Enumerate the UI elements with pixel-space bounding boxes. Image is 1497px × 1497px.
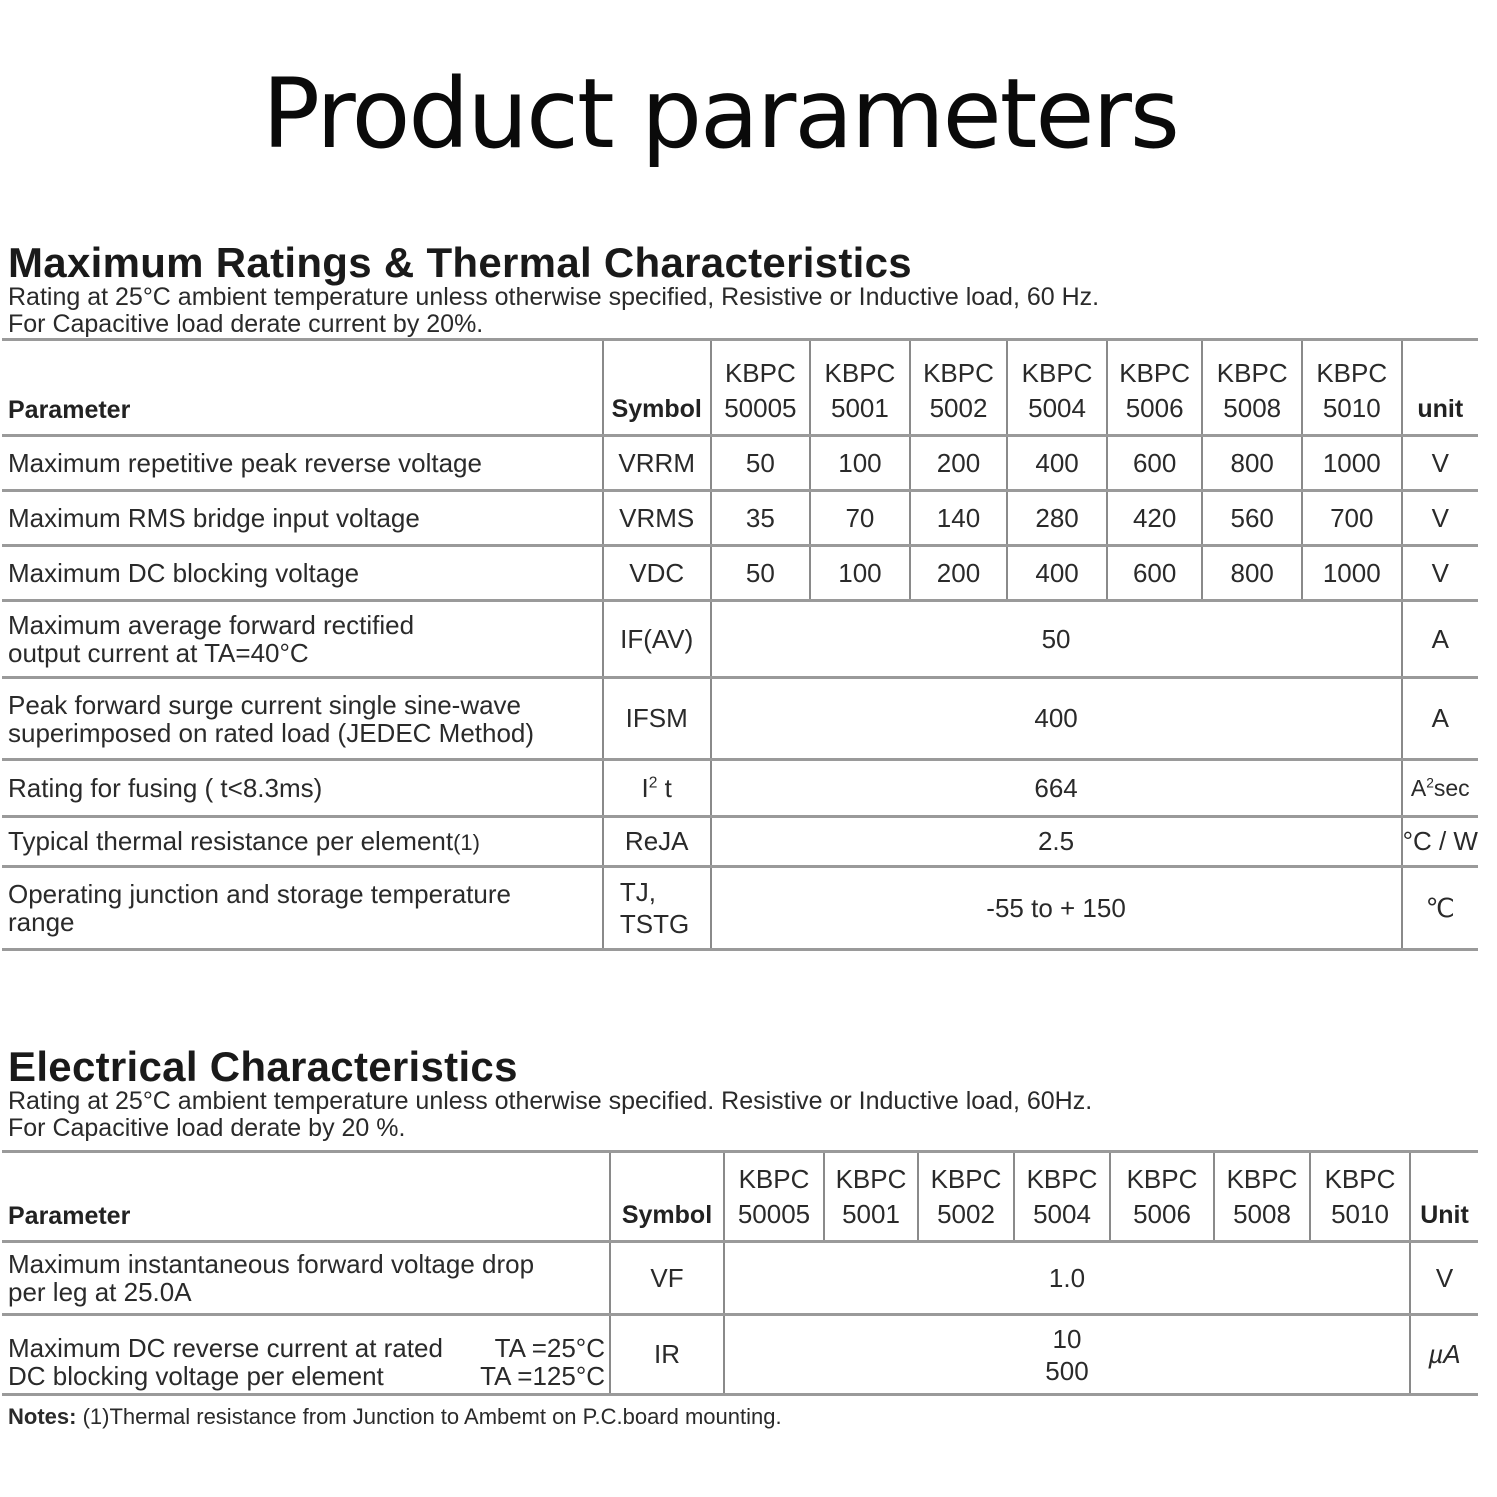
table-row: [2, 491, 1478, 546]
col-header-model: KBPC 5006: [1110, 1152, 1214, 1242]
value-cell: 1000: [1302, 436, 1402, 491]
value-cell: 280: [1007, 491, 1107, 546]
value-cell: 600: [1107, 546, 1203, 601]
col-header-parameter: Parameter: [2, 340, 603, 436]
value-cell: 1.0: [724, 1242, 1410, 1315]
value-cell: 700: [1302, 491, 1402, 546]
col-header-symbol: Symbol: [603, 340, 711, 436]
value-cell: 560: [1202, 491, 1302, 546]
symbol-cell: IFSM: [603, 678, 711, 760]
param-cell: Maximum RMS bridge input voltage: [2, 491, 603, 546]
symbol-cell: VRRM: [603, 436, 711, 491]
unit-cell: $A^2\sec$: [1402, 760, 1478, 817]
unit-cell: ℃: [1402, 867, 1478, 950]
table-row: [2, 546, 1478, 601]
param-cell: Rating for fusing ( t<8.3ms): [2, 760, 603, 817]
value-cell: 10 500: [724, 1315, 1410, 1395]
notes: [8, 1404, 782, 1430]
col-header-model: KBPC 5001: [810, 340, 910, 436]
value-cell: -55 to + 150: [711, 867, 1402, 950]
table-row: [2, 1242, 1478, 1315]
page-title: Product parameters: [262, 58, 1178, 170]
max-ratings-section: [0, 239, 1480, 338]
value-cell: 35: [711, 491, 811, 546]
notes-label: Notes:: [8, 1404, 77, 1429]
value-cell: 800: [1202, 546, 1302, 601]
notes-text: (1)Thermal resistance from Junction to Ambemt on P.C.board mounting.: [76, 1404, 782, 1429]
symbol-cell: ReJA: [603, 817, 711, 867]
col-header-model: KBPC 5002: [918, 1152, 1014, 1242]
table-row: [2, 760, 1478, 817]
unit-cell: A: [1402, 601, 1478, 678]
value-cell: 420: [1107, 491, 1203, 546]
value-cell: 100: [810, 436, 910, 491]
col-header-model: KBPC 5008: [1214, 1152, 1310, 1242]
max-ratings-subtitle-2: For Capacitive load derate current by 20%.: [8, 310, 484, 338]
header-row: [2, 1152, 1478, 1242]
param-cell: Maximum instantaneous forward voltage drop per leg at 25.0A: [2, 1242, 610, 1315]
col-header-model: KBPC 50005: [711, 340, 811, 436]
symbol-cell: IR: [610, 1315, 724, 1395]
unit-cell: V: [1402, 436, 1478, 491]
max-ratings-title: Maximum Ratings & Thermal Characteristics: [8, 239, 912, 286]
value-cell: 664: [711, 760, 1402, 817]
param-cell: Typical thermal resistance per element(1): [2, 817, 603, 867]
symbol-cell: VF: [610, 1242, 724, 1315]
value-cell: 1000: [1302, 546, 1402, 601]
param-cell: Maximum repetitive peak reverse voltage: [2, 436, 603, 491]
value-cell: 400: [1007, 546, 1107, 601]
col-header-model: KBPC 5004: [1014, 1152, 1110, 1242]
value-cell: 50: [711, 436, 811, 491]
table-row: [2, 1315, 1478, 1395]
param-cell: Maximum DC blocking voltage: [2, 546, 603, 601]
value-cell: 200: [910, 436, 1008, 491]
col-header-symbol: Symbol: [610, 1152, 724, 1242]
unit-cell: µA: [1410, 1315, 1478, 1395]
col-header-unit: unit: [1402, 340, 1478, 436]
symbol-cell: $I^2$ t: [603, 760, 711, 817]
header-row: [2, 340, 1478, 436]
value-cell: 70: [810, 491, 910, 546]
value-cell: 50: [711, 546, 811, 601]
electrical-subtitle-2: For Capacitive load derate by 20 %.: [8, 1114, 406, 1142]
table-row: [2, 817, 1478, 867]
max-ratings-subtitle-1: Rating at 25°C ambient temperature unless otherwise specified, Resistive or Inductive load, 60 Hz.: [8, 283, 1100, 311]
col-header-parameter: Parameter: [2, 1152, 610, 1242]
col-header-model: KBPC 5006: [1107, 340, 1203, 436]
table-row: [2, 678, 1478, 760]
unit-cell: V: [1402, 491, 1478, 546]
table-row: [2, 867, 1478, 950]
param-cell: Operating junction and storage temperature range: [2, 867, 603, 950]
symbol-cell: VDC: [603, 546, 711, 601]
electrical-section: [0, 1043, 1480, 1142]
col-header-model: KBPC 5010: [1310, 1152, 1410, 1242]
unit-cell: V: [1402, 546, 1478, 601]
value-cell: 200: [910, 546, 1008, 601]
col-header-model: KBPC 5010: [1302, 340, 1402, 436]
col-header-model: KBPC 5001: [824, 1152, 918, 1242]
table-row: [2, 601, 1478, 678]
electrical-subtitle-1: Rating at 25°C ambient temperature unless otherwise specified. Resistive or Inductive load, 60Hz.: [8, 1087, 1093, 1115]
value-cell: 800: [1202, 436, 1302, 491]
value-cell: 400: [1007, 436, 1107, 491]
param-cell: Maximum DC reverse current at rated TA =25°C DC blocking voltage per element TA =125°C: [2, 1315, 610, 1395]
symbol-cell: VRMS: [603, 491, 711, 546]
col-header-unit: Unit: [1410, 1152, 1478, 1242]
electrical-table: [2, 1150, 1478, 1396]
col-header-model: KBPC 5004: [1007, 340, 1107, 436]
col-header-model: KBPC 5002: [910, 340, 1008, 436]
electrical-title: Electrical Characteristics: [8, 1043, 518, 1090]
unit-cell: A: [1402, 678, 1478, 760]
table-row: [2, 436, 1478, 491]
param-cell: Maximum average forward rectified output current at TA=40°C: [2, 601, 603, 678]
param-cell: Peak forward surge current single sine-wave superimposed on rated load (JEDEC Method): [2, 678, 603, 760]
value-cell: 100: [810, 546, 910, 601]
value-cell: 50: [711, 601, 1402, 678]
value-cell: 600: [1107, 436, 1203, 491]
max-ratings-table: [2, 338, 1478, 951]
symbol-cell: IF(AV): [603, 601, 711, 678]
value-cell: 140: [910, 491, 1008, 546]
value-cell: 400: [711, 678, 1402, 760]
unit-cell: °C / W: [1402, 817, 1478, 867]
symbol-cell: TJ, TSTG: [603, 867, 711, 950]
col-header-model: KBPC 50005: [724, 1152, 824, 1242]
col-header-model: KBPC 5008: [1202, 340, 1302, 436]
unit-cell: V: [1410, 1242, 1478, 1315]
value-cell: 2.5: [711, 817, 1402, 867]
